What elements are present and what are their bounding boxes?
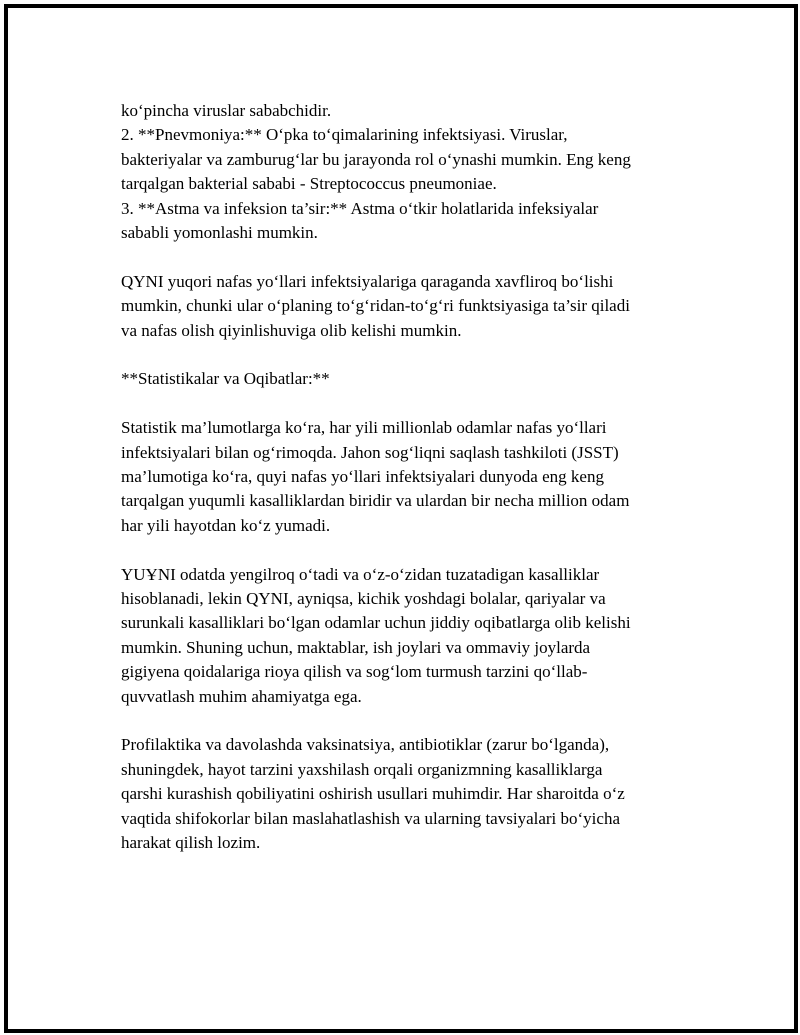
paragraph-gap [121,392,701,416]
text-line: YUҰNI odatda yengilroq o‘tadi va o‘z-o‘zidan tuzatadigan kasalliklar [121,564,600,584]
text-line: quvvatlash muhim ahamiyatga ega. [121,686,362,706]
document-body [121,99,701,856]
text-line: Profilaktika va davolashda vaksinatsiya, antibiotiklar (zarur bo‘lganda), [121,735,610,755]
text-line: tarqalgan yuqumli kasalliklardan biridir va ulardan bir necha million odam [121,491,630,511]
text-line: Statistik ma’lumotlarga ko‘ra, har yili millionlab odamlar nafas yo‘llari [121,418,607,438]
text-line: 3. **Astma va infeksion ta’sir:** Astma o‘tkir holatlarida infeksiyalar [121,198,599,218]
text-line: hisoblanadi, lekin QYNI, ayniqsa, kichik yoshdagi bolalar, qariyalar va [121,589,606,609]
paragraph-statistics [121,416,701,538]
text-line: shuningdek, hayot tarzini yaxshilash orqali organizmning kasalliklarga [121,759,603,779]
text-line: gigiyena qoidalariga rioya qilish va sog‘lom turmush tarzini qo‘llab- [121,662,588,682]
text-line: surunkali kasalliklari bo‘lgan odamlar uchun jiddiy oqibatlarga olib kelishi [121,613,631,633]
paragraph-gap [121,538,701,562]
text-line: **Statistikalar va Oqibatlar:** [121,369,330,389]
text-line: ma’lumotiga ko‘ra, quyi nafas yo‘llari infektsiyalari dunyoda eng keng [121,467,604,487]
text-line: bakteriyalar va zamburug‘lar bu jarayonda rol o‘ynashi mumkin. Eng keng [121,149,631,169]
page-frame [4,4,798,1033]
text-line: sababli yomonlashi mumkin. [121,223,318,243]
section-heading-statistics [121,367,701,391]
paragraph-consequences [121,563,701,709]
text-line: har yili hayotdan ko‘z yumadi. [121,515,331,535]
text-line: tarqalgan bakterial sababi - Streptococcus pneumoniae. [121,174,497,194]
text-line: mumkin. Shuning uchun, maktablar, ish joylari va ommaviy joylarda [121,637,591,657]
paragraph-gap [121,245,701,269]
text-line: qarshi kurashish qobiliyatini oshirish usullari muhimdir. Har sharoitda o‘z [121,784,625,804]
paragraph-gap [121,343,701,367]
text-line: ko‘pincha viruslar sababchidir. [121,101,332,120]
paragraph-gap [121,709,701,733]
text-line: vaqtida shifokorlar bilan maslahatlashish va ularning tavsiyalari bo‘yicha [121,808,620,828]
paragraph-list-continuation [121,99,701,245]
text-line: infektsiyalari bilan og‘rimoqda. Jahon sog‘liqni saqlash tashkiloti (JSST) [121,442,619,462]
text-line: 2. **Pnevmoniya:** O‘pka to‘qimalarining infektsiyasi. Viruslar, [121,125,568,145]
text-line: va nafas olish qiyinlishuviga olib kelishi mumkin. [121,320,462,340]
paragraph-qyni-risk [121,270,701,343]
text-line: QYNI yuqori nafas yo‘llari infektsiyalariga qaraganda xavfliroq bo‘lishi [121,271,614,291]
paragraph-prevention [121,733,701,855]
text-line: mumkin, chunki ular o‘planing to‘g‘ridan-to‘g‘ri funktsiyasiga ta’sir qiladi [121,296,630,316]
text-line: harakat qilish lozim. [121,833,261,853]
